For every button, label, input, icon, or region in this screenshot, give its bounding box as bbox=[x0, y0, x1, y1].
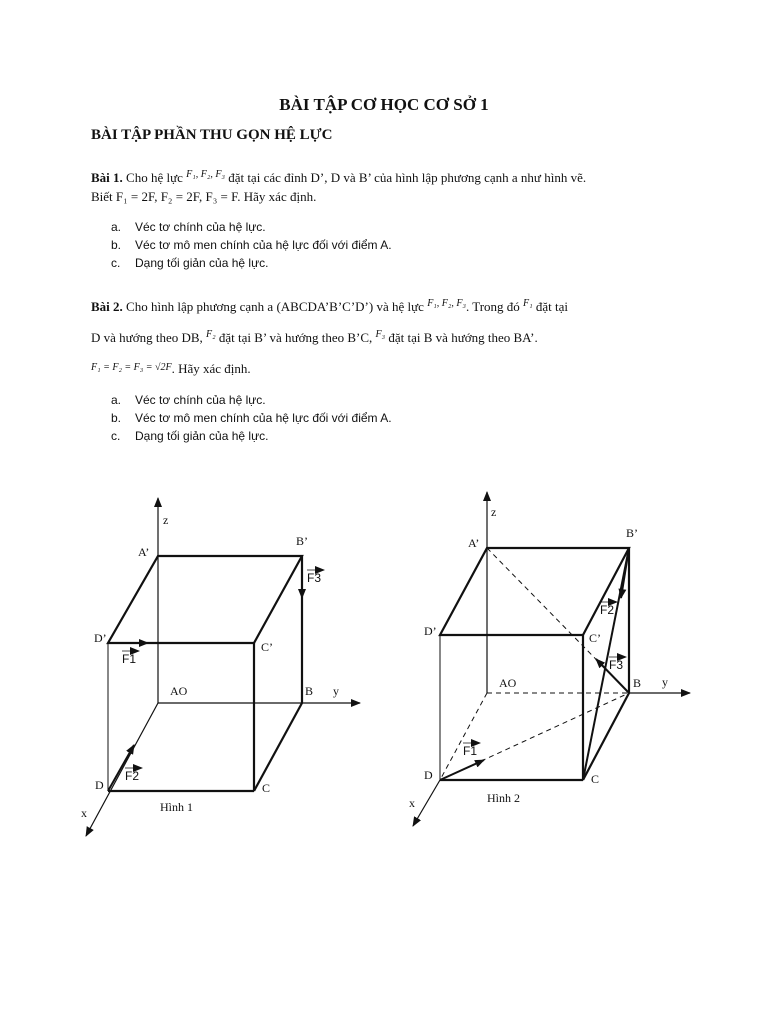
bai2-item-a: a. Véc tơ chính của hệ lực. bbox=[111, 393, 266, 407]
fig2-label-c: C bbox=[591, 772, 600, 786]
fig1-force-label-f2: F2 bbox=[125, 769, 140, 783]
fig1-label-a: AO bbox=[170, 684, 188, 698]
fig1-caption: Hình 1 bbox=[160, 800, 193, 814]
bai2-text-c: đặt tại bbox=[535, 299, 569, 314]
bai2-f3: F₃ bbox=[375, 329, 386, 340]
fig1-label-y: y bbox=[333, 684, 339, 698]
bai2-text-b: . Trong đó bbox=[465, 299, 520, 314]
page-title: BÀI TẬP CƠ HỌC CƠ SỞ 1 bbox=[279, 95, 489, 114]
bai1-text-a: Cho hệ lực bbox=[126, 170, 183, 185]
fig2-top-face bbox=[440, 548, 629, 635]
fig1-label-a1: A’ bbox=[138, 545, 150, 559]
fig1-label-d: D bbox=[95, 778, 104, 792]
fig1-edge-bc bbox=[254, 703, 302, 791]
bai2-text-a: Cho hình lập phương cạnh a (ABCDA’B’C’D’) và hệ lực bbox=[126, 299, 424, 314]
fig1-force-label-f1: F1 bbox=[122, 652, 137, 666]
bai2-line2-c: đặt tại B và hướng theo BA’. bbox=[388, 330, 538, 345]
section-heading: BÀI TẬP PHẦN THU GỌN HỆ LỰC bbox=[91, 127, 333, 143]
bai2-f2: F₂ bbox=[206, 329, 216, 340]
fig2-label-b: B bbox=[633, 676, 642, 690]
fig2-x-axis bbox=[413, 780, 440, 826]
fig1-label-c: C bbox=[262, 781, 271, 795]
fig1-force-label-f3: F3 bbox=[307, 571, 322, 585]
bai1-forces: F₁, F₂, F₃ bbox=[186, 169, 225, 180]
bai2-item-b: b. Véc tơ mô men chính của hệ lực đối với điểm A. bbox=[111, 411, 392, 425]
fig1-label-z: z bbox=[163, 513, 169, 527]
figure-2 bbox=[413, 492, 690, 826]
fig2-caption: Hình 2 bbox=[487, 791, 520, 805]
bai1-item-a: a. Véc tơ chính của hệ lực. bbox=[111, 220, 266, 234]
bai2-line2-a: D và hướng theo DB, bbox=[91, 330, 203, 345]
bai2-line2-b: đặt tại B’ và hướng theo B’C, bbox=[218, 330, 373, 345]
bai2-forces: F₁, F₂, F₃ bbox=[427, 298, 466, 309]
fig1-label-b: B bbox=[305, 684, 314, 698]
bai2-item-c: c. Dạng tối giản của hệ lực. bbox=[111, 429, 269, 443]
bai2-f1: F₁ bbox=[523, 298, 533, 309]
bai2-label: Bài 2. bbox=[91, 299, 123, 314]
fig1-label-d1: D’ bbox=[94, 631, 107, 645]
bai1-line2: Biết F₁ = 2F, F₂ = 2F, F₃ = F. Hãy xác định. bbox=[91, 189, 317, 204]
fig2-label-d1: D’ bbox=[424, 624, 437, 638]
fig2-x-axis-hidden bbox=[440, 693, 487, 780]
fig2-label-z: z bbox=[491, 505, 497, 519]
bai2-equation: F₁ = F₂ = F₃ = √2F bbox=[91, 362, 172, 373]
bai2-line3-b: . Hãy xác định. bbox=[171, 361, 251, 376]
fig2-force-label-f3: F3 bbox=[609, 658, 624, 672]
fig1-label-b1: B’ bbox=[296, 534, 308, 548]
fig1-x-axis bbox=[86, 703, 158, 836]
bai1-item-c: c. Dạng tối giản của hệ lực. bbox=[111, 256, 269, 270]
fig2-label-a1: A’ bbox=[468, 536, 480, 550]
fig2-edge-bc bbox=[583, 693, 629, 780]
fig2-label-a: AO bbox=[499, 676, 517, 690]
fig2-force-f1 bbox=[440, 760, 484, 780]
fig2-label-d: D bbox=[424, 768, 433, 782]
bai1-text-b: đặt tại các đỉnh D’, D và B’ của hình lập phương cạnh a như hình vẽ. bbox=[228, 170, 587, 185]
fig2-label-y: y bbox=[662, 675, 668, 689]
figure-1 bbox=[86, 498, 360, 836]
fig2-force-label-f1: F1 bbox=[463, 744, 478, 758]
fig1-top-face bbox=[108, 556, 302, 643]
fig2-label-b1: B’ bbox=[626, 526, 638, 540]
fig2-force-label-f2: F2 bbox=[600, 603, 615, 617]
fig1-label-c1: C’ bbox=[261, 640, 273, 654]
fig2-label-c1: C’ bbox=[589, 631, 601, 645]
bai1-item-b: b. Véc tơ mô men chính của hệ lực đối với điểm A. bbox=[111, 238, 392, 252]
bai1-label: Bài 1. bbox=[91, 170, 123, 185]
fig1-label-x: x bbox=[81, 806, 87, 820]
fig2-label-x: x bbox=[409, 796, 415, 810]
